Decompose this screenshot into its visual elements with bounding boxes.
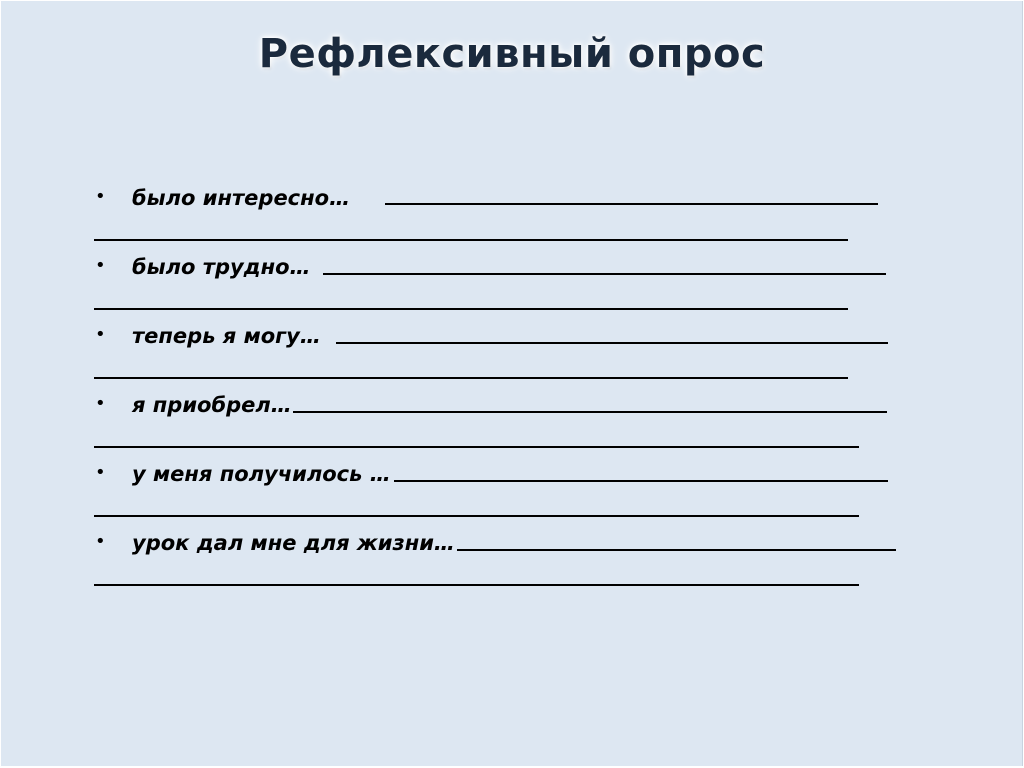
answer-line-continued[interactable] xyxy=(94,377,848,379)
list-item xyxy=(1,460,1023,490)
answer-line[interactable] xyxy=(385,203,878,205)
item-label: урок дал мне для жизни… xyxy=(132,531,455,555)
answer-line[interactable] xyxy=(394,480,888,482)
bullet-icon: • xyxy=(95,255,106,276)
answer-line[interactable] xyxy=(293,411,887,413)
answer-line-continued[interactable] xyxy=(94,239,848,241)
answer-line-continued[interactable] xyxy=(94,584,859,586)
answer-line[interactable] xyxy=(336,342,888,344)
item-label: у меня получилось … xyxy=(132,462,391,486)
slide xyxy=(1,1,1023,766)
answer-line-continued[interactable] xyxy=(94,308,848,310)
item-label: было интересно… xyxy=(132,186,351,210)
bullet-icon: • xyxy=(95,186,106,207)
bullet-icon: • xyxy=(95,462,106,483)
item-label: было трудно… xyxy=(132,255,311,279)
bullet-icon: • xyxy=(95,531,106,552)
bullet-icon: • xyxy=(95,393,106,414)
answer-line[interactable] xyxy=(323,273,886,275)
answer-line-continued[interactable] xyxy=(94,446,859,448)
list-item xyxy=(1,391,1023,421)
list-item xyxy=(1,529,1023,559)
list-item xyxy=(1,322,1023,352)
answer-line-continued[interactable] xyxy=(94,515,859,517)
list-item xyxy=(1,184,1023,214)
answer-line[interactable] xyxy=(457,549,896,551)
bullet-icon: • xyxy=(95,324,106,345)
slide-title: Рефлексивный опрос xyxy=(258,31,766,77)
item-label: теперь я могу… xyxy=(132,324,321,348)
item-label: я приобрел… xyxy=(132,393,292,417)
list-item xyxy=(1,253,1023,283)
